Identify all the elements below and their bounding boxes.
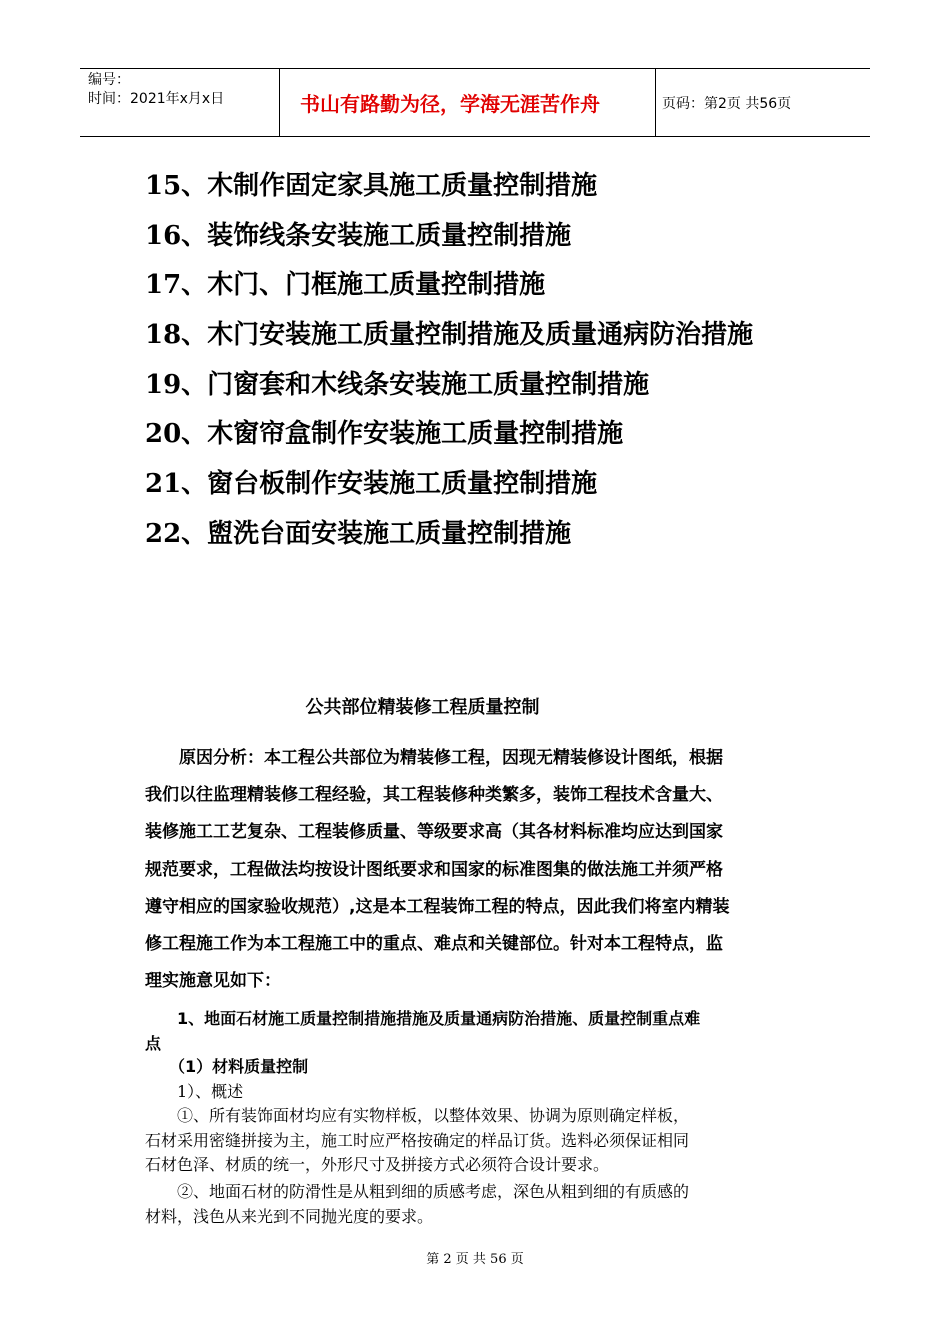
header-meta <box>80 69 280 136</box>
heading-line: 1、地面石材施工质量控制措施措施及质量通病防治措施、质量控制重点难 <box>145 1009 701 1028</box>
analysis-paragraph <box>145 740 805 1000</box>
clause-2 <box>145 1180 810 1229</box>
header-motto-cell <box>280 69 656 136</box>
page-footer: 第 2 页 共 56 页 <box>426 1252 524 1267</box>
clause-line: ②、地面石材的防滑性是从粗到细的质感考虑，深色从粗到细的有质感的 <box>145 1182 690 1201</box>
item-1-heading <box>145 1006 810 1055</box>
toc-item: 19、门窗套和木线条安装施工质量控制措施 <box>145 369 650 400</box>
section-title: 公共部位精装修工程质量控制 <box>305 697 540 718</box>
clause-line: 石材色泽、材质的统一，外形尺寸及拼接方式必须符合设计要求。 <box>145 1155 610 1174</box>
page-header <box>80 68 870 137</box>
toc-item: 22、盥洗台面安装施工质量控制措施 <box>145 518 572 549</box>
toc-item: 20、木窗帘盒制作安装施工质量控制措施 <box>145 419 624 450</box>
toc-item: 17、木门、门框施工质量控制措施 <box>145 270 546 301</box>
clause-line: 石材采用密缝拼接为主，施工时应严格按确定的样品订货。选料必须保证相同 <box>145 1130 690 1150</box>
paragraph-line: 装修施工工艺复杂、工程装修质量、等级要求高（其各材料标准均应达到国家 <box>145 822 723 843</box>
subheading-overview: 1）、概述 <box>145 1082 244 1101</box>
clause-line: ①、所有装饰面材均应有实物样板，以整体效果、协调为原则确定样板， <box>145 1106 690 1125</box>
toc-item: 21、窗台板制作安装施工质量控制措施 <box>145 469 598 500</box>
paragraph-line: 规范要求，工程做法均按设计图纸要求和国家的标准图集的做法施工并须严格 <box>145 859 723 880</box>
document-date: 时间：2021年x月x日 <box>88 91 225 107</box>
toc-list <box>145 162 753 560</box>
paragraph-line: 原因分析：本工程公共部位为精装修工程，因现无精装修设计图纸，根据 <box>145 748 723 768</box>
paragraph-line: 我们以往监理精装修工程经验，其工程装修种类繁多，装饰工程技术含量大、 <box>145 785 723 806</box>
clause-line: 材料，浅色从来光到不同抛光度的要求。 <box>145 1206 434 1226</box>
header-motto: 书山有路勤为径，学海无涯苦作舟 <box>300 92 600 116</box>
toc-item: 16、装饰线条安装施工质量控制措施 <box>145 220 572 251</box>
paragraph-line: 修工程施工作为本工程施工中的重点、难点和关键部位。针对本工程特点，监 <box>145 933 723 954</box>
clause-1 <box>145 1104 810 1178</box>
toc-item: 15、木制作固定家具施工质量控制措施 <box>145 171 598 201</box>
document-number-label: 编号： <box>88 72 130 88</box>
subheading-material-control: （1）材料质量控制 <box>145 1057 309 1076</box>
paragraph-line: 遵守相应的国家验收规范）,这是本工程装饰工程的特点，因此我们将室内精装 <box>145 896 730 917</box>
heading-line: 点 <box>145 1033 162 1053</box>
header-page-info: 页码：第2页 共56页 <box>662 95 792 112</box>
paragraph-line: 理实施意见如下： <box>145 971 281 992</box>
toc-item: 18、木门安装施工质量控制措施及质量通病防治措施 <box>145 320 754 351</box>
